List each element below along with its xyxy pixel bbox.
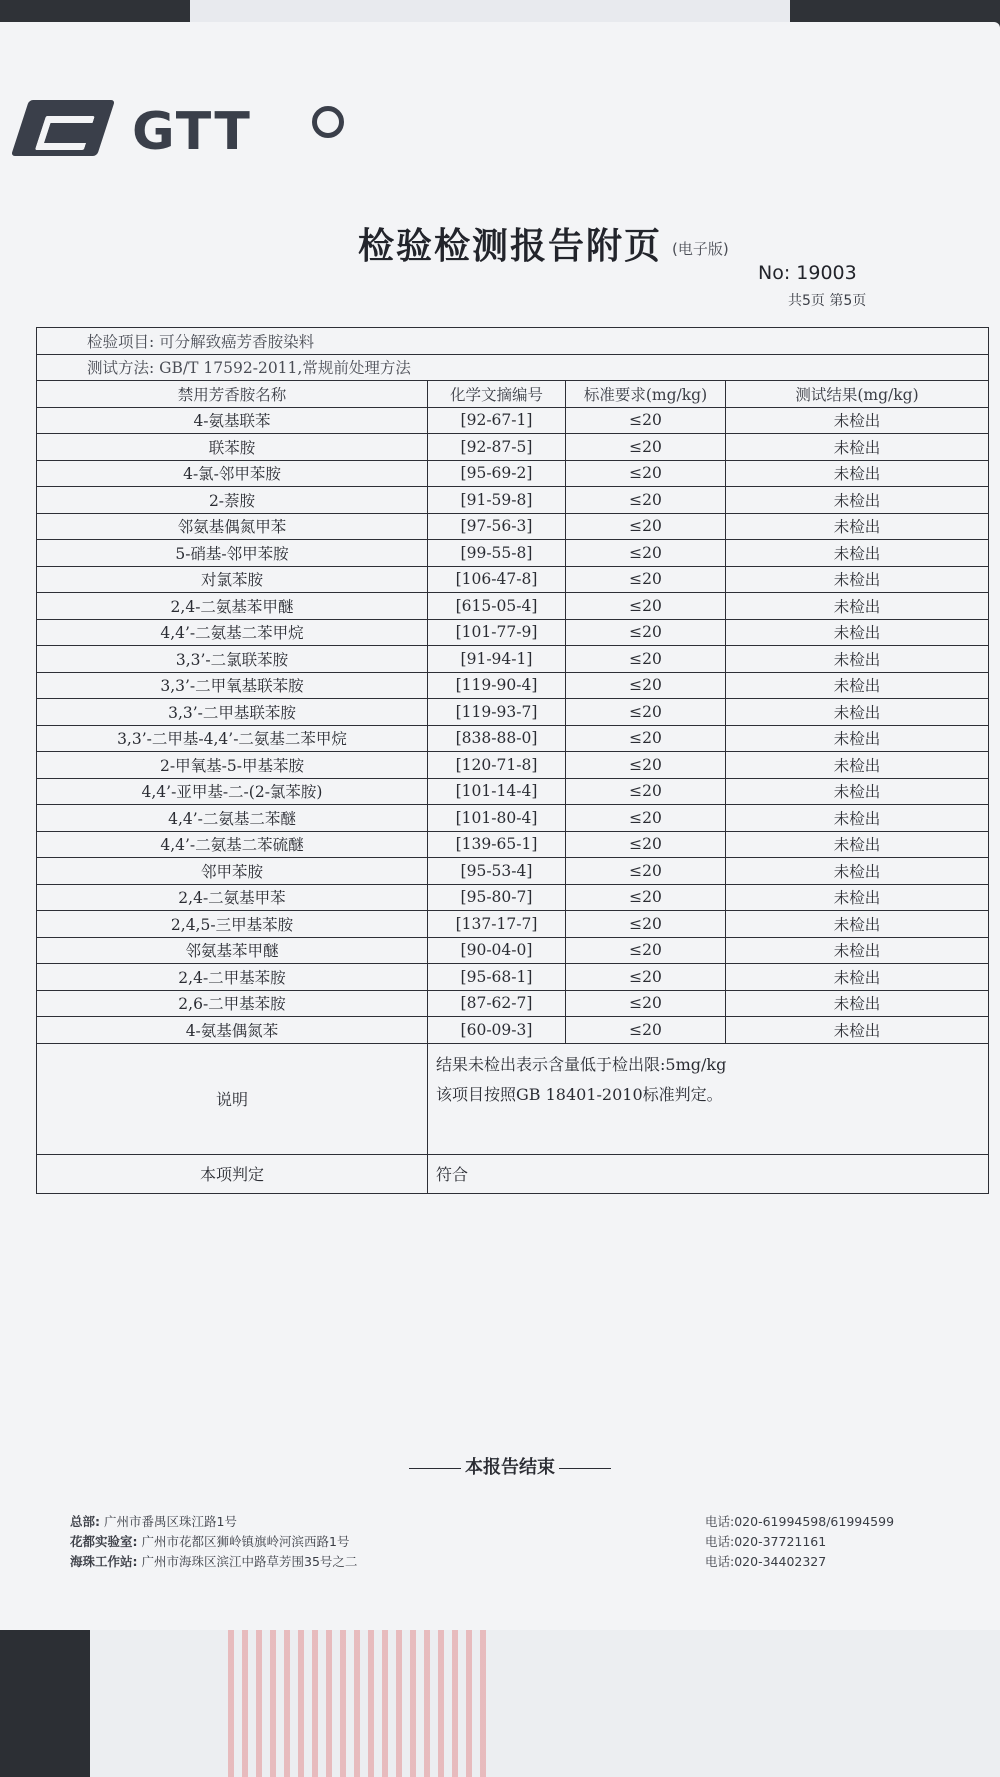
cell-cas: [119-93-7]	[428, 699, 566, 726]
cell-result: 未检出	[726, 407, 989, 434]
cell-limit: ≤20	[566, 884, 726, 911]
cell-limit: ≤20	[566, 858, 726, 885]
divider	[409, 1468, 461, 1469]
cell-result: 未检出	[726, 487, 989, 514]
verdict-label: 本项判定	[37, 1154, 428, 1193]
cell-cas: [101-77-9]	[428, 619, 566, 646]
cell-limit: ≤20	[566, 805, 726, 832]
cell-limit: ≤20	[566, 619, 726, 646]
note-label: 说明	[37, 1043, 428, 1154]
cell-limit: ≤20	[566, 646, 726, 673]
table-row	[37, 540, 989, 567]
cell-limit: ≤20	[566, 831, 726, 858]
footer-tel: 电话:020-34402327	[705, 1554, 827, 1569]
cell-result: 未检出	[726, 672, 989, 699]
col-header-result: 测试结果(mg/kg)	[726, 381, 989, 408]
table-row	[37, 460, 989, 487]
cell-cas: [92-67-1]	[428, 407, 566, 434]
cell-limit: ≤20	[566, 460, 726, 487]
logo-text: GTT	[132, 102, 252, 162]
table-row	[37, 593, 989, 620]
cell-name: 4-氨基联苯	[37, 407, 428, 434]
cell-name: 2,4-二氨基苯甲醚	[37, 593, 428, 620]
cell-cas: [101-80-4]	[428, 805, 566, 832]
cell-name: 2,6-二甲基苯胺	[37, 990, 428, 1017]
cell-limit: ≤20	[566, 672, 726, 699]
cell-limit: ≤20	[566, 513, 726, 540]
table-header	[37, 381, 989, 408]
report-number: No: 19003	[758, 262, 857, 284]
cell-result: 未检出	[726, 964, 989, 991]
cell-name: 2-甲氧基-5-甲基苯胺	[37, 752, 428, 779]
cell-result: 未检出	[726, 513, 989, 540]
cell-name: 3,3’-二甲基-4,4’-二氨基二苯甲烷	[37, 725, 428, 752]
report-end-mark	[405, 1453, 615, 1479]
table-row	[37, 646, 989, 673]
table-row	[37, 911, 989, 938]
cell-cas: [97-56-3]	[428, 513, 566, 540]
background-desk	[0, 1630, 90, 1777]
cell-limit: ≤20	[566, 434, 726, 461]
cell-result: 未检出	[726, 593, 989, 620]
cell-limit: ≤20	[566, 725, 726, 752]
cell-name: 5-硝基-邻甲苯胺	[37, 540, 428, 567]
cell-result: 未检出	[726, 778, 989, 805]
cell-name: 邻甲苯胺	[37, 858, 428, 885]
cell-name: 邻氨基偶氮甲苯	[37, 513, 428, 540]
logo-gear-icon	[312, 106, 344, 138]
cell-result: 未检出	[726, 990, 989, 1017]
report-end-text: 本报告结束	[465, 1457, 555, 1478]
cell-result: 未检出	[726, 434, 989, 461]
table-row	[37, 805, 989, 832]
cell-result: 未检出	[726, 460, 989, 487]
cell-cas: [87-62-7]	[428, 990, 566, 1017]
table-row	[37, 858, 989, 885]
result-table	[36, 327, 989, 1194]
cell-cas: [99-55-8]	[428, 540, 566, 567]
cell-limit: ≤20	[566, 407, 726, 434]
note-content	[428, 1043, 989, 1154]
table-row	[37, 778, 989, 805]
test-method-row: 测试方法: GB/T 17592-2011,常规前处理方法	[37, 354, 989, 381]
footer-address: 广州市花都区狮岭镇旗岭河滨西路1号	[141, 1534, 350, 1549]
red-stamp-image	[228, 1630, 488, 1777]
cell-result: 未检出	[726, 540, 989, 567]
table-row	[37, 407, 989, 434]
cell-name: 2,4,5-三甲基苯胺	[37, 911, 428, 938]
cell-name: 4,4’-二氨基二苯甲烷	[37, 619, 428, 646]
cell-limit: ≤20	[566, 937, 726, 964]
table-row	[37, 699, 989, 726]
cell-limit: ≤20	[566, 778, 726, 805]
table-row	[37, 937, 989, 964]
cell-result: 未检出	[726, 805, 989, 832]
table-row	[37, 566, 989, 593]
test-item-row: 检验项目: 可分解致癌芳香胺染料	[37, 328, 989, 355]
cell-name: 联苯胺	[37, 434, 428, 461]
cell-name: 4,4’-二氨基二苯醚	[37, 805, 428, 832]
report-title: 检验检测报告附页	[358, 225, 663, 267]
cell-cas: [95-53-4]	[428, 858, 566, 885]
col-header-cas: 化学文摘编号	[428, 381, 566, 408]
cell-cas: [137-17-7]	[428, 911, 566, 938]
cell-cas: [119-90-4]	[428, 672, 566, 699]
table-row	[37, 1017, 989, 1044]
cell-limit: ≤20	[566, 752, 726, 779]
background-sheet	[90, 1610, 1000, 1777]
cell-cas: [60-09-3]	[428, 1017, 566, 1044]
cell-cas: [95-68-1]	[428, 964, 566, 991]
cell-result: 未检出	[726, 1017, 989, 1044]
cell-cas: [615-05-4]	[428, 593, 566, 620]
cell-cas: [101-14-4]	[428, 778, 566, 805]
cell-cas: [90-04-0]	[428, 937, 566, 964]
cell-cas: [139-65-1]	[428, 831, 566, 858]
cell-result: 未检出	[726, 858, 989, 885]
cell-result: 未检出	[726, 937, 989, 964]
logo-mark-icon	[11, 100, 115, 156]
footer-tel: 电话:020-37721161	[705, 1534, 827, 1549]
cell-limit: ≤20	[566, 1017, 726, 1044]
table-row	[37, 752, 989, 779]
footer-label: 花都实验室:	[70, 1534, 138, 1549]
cell-cas: [92-87-5]	[428, 434, 566, 461]
cell-name: 3,3’-二氯联苯胺	[37, 646, 428, 673]
cell-limit: ≤20	[566, 566, 726, 593]
cell-cas: [120-71-8]	[428, 752, 566, 779]
table-row	[37, 513, 989, 540]
footer-row	[70, 1512, 970, 1532]
cell-limit: ≤20	[566, 593, 726, 620]
footer	[70, 1512, 970, 1572]
cell-cas: [838-88-0]	[428, 725, 566, 752]
table-row	[37, 884, 989, 911]
footer-row	[70, 1552, 970, 1572]
cell-result: 未检出	[726, 884, 989, 911]
cell-name: 邻氨基苯甲醚	[37, 937, 428, 964]
cell-result: 未检出	[726, 911, 989, 938]
table-row	[37, 725, 989, 752]
cell-result: 未检出	[726, 619, 989, 646]
cell-cas: [95-80-7]	[428, 884, 566, 911]
footer-tel: 电话:020-61994598/61994599	[705, 1514, 895, 1529]
cell-limit: ≤20	[566, 540, 726, 567]
col-header-limit: 标准要求(mg/kg)	[566, 381, 726, 408]
table-row	[37, 434, 989, 461]
cell-name: 4-氨基偶氮苯	[37, 1017, 428, 1044]
footer-address: 广州市番禺区珠江路1号	[103, 1514, 237, 1529]
cell-limit: ≤20	[566, 990, 726, 1017]
col-header-name: 禁用芳香胺名称	[37, 381, 428, 408]
table-row	[37, 964, 989, 991]
table-row	[37, 831, 989, 858]
cell-result: 未检出	[726, 699, 989, 726]
cell-limit: ≤20	[566, 911, 726, 938]
report-edition: (电子版)	[672, 240, 729, 258]
cell-limit: ≤20	[566, 487, 726, 514]
cell-result: 未检出	[726, 725, 989, 752]
cell-name: 4-氯-邻甲苯胺	[37, 460, 428, 487]
cell-result: 未检出	[726, 752, 989, 779]
page-indicator: 共5页 第5页	[788, 293, 867, 309]
cell-result: 未检出	[726, 646, 989, 673]
table-row	[37, 487, 989, 514]
cell-name: 3,3’-二甲基联苯胺	[37, 699, 428, 726]
cell-result: 未检出	[726, 566, 989, 593]
cell-name: 2,4-二甲基苯胺	[37, 964, 428, 991]
footer-address: 广州市海珠区滨江中路草芳围35号之二	[141, 1554, 358, 1569]
table-row	[37, 990, 989, 1017]
verdict-value: 符合	[428, 1154, 989, 1193]
cell-name: 3,3’-二甲氧基联苯胺	[37, 672, 428, 699]
cell-cas: [91-94-1]	[428, 646, 566, 673]
footer-row	[70, 1532, 970, 1552]
cell-cas: [95-69-2]	[428, 460, 566, 487]
footer-label: 海珠工作站:	[70, 1554, 138, 1569]
note-line: 该项目按照GB 18401-2010标准判定。	[436, 1084, 723, 1104]
note-line: 结果未检出表示含量低于检出限:5mg/kg	[436, 1054, 727, 1074]
cell-limit: ≤20	[566, 699, 726, 726]
cell-name: 对氯苯胺	[37, 566, 428, 593]
cell-result: 未检出	[726, 831, 989, 858]
cell-name: 4,4’-二氨基二苯硫醚	[37, 831, 428, 858]
footer-label: 总部:	[70, 1514, 100, 1529]
cell-name: 2-萘胺	[37, 487, 428, 514]
cell-name: 4,4’-亚甲基-二-(2-氯苯胺)	[37, 778, 428, 805]
cell-name: 2,4-二氨基甲苯	[37, 884, 428, 911]
cell-cas: [106-47-8]	[428, 566, 566, 593]
table-row	[37, 619, 989, 646]
table-row	[37, 672, 989, 699]
cell-limit: ≤20	[566, 964, 726, 991]
divider	[559, 1468, 611, 1469]
cell-cas: [91-59-8]	[428, 487, 566, 514]
